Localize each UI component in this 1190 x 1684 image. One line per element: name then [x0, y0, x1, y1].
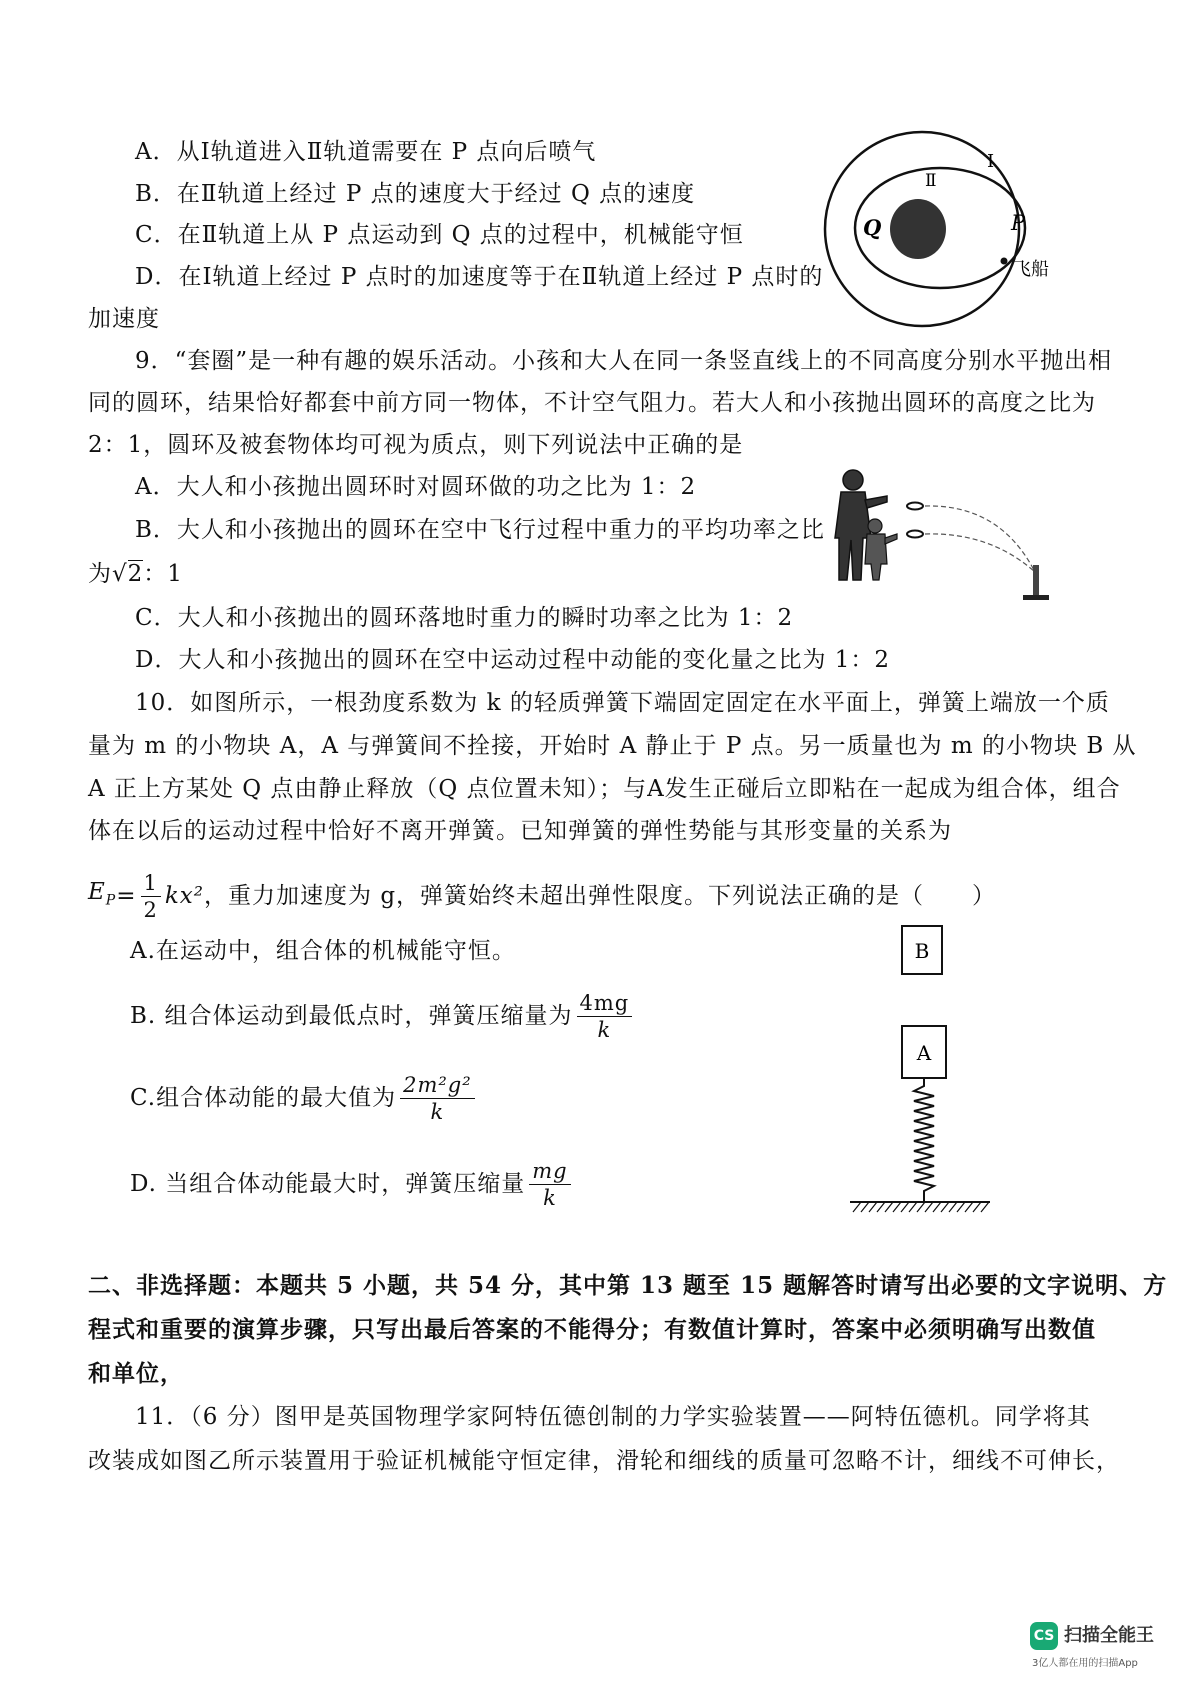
q9-option-b-prefix: 为	[88, 561, 112, 587]
ep-fraction: $\frac{1}{2}$	[141, 870, 161, 923]
q8-option-d-continued: 加速度	[88, 306, 160, 332]
point-p-label: P	[1011, 211, 1026, 235]
camscanner-logo: CS	[1030, 1622, 1058, 1650]
section2-line2: 程式和重要的演算步骤，只写出最后答案的不能得分；有数值计算时，答案中必须明确写出数值	[88, 1316, 1096, 1343]
q10-option-a: A.在运动中，组合体的机械能守恒。	[130, 938, 516, 964]
ep-equals: =	[116, 883, 137, 909]
q10-option-b-text: B. 组合体运动到最低点时，弹簧压缩量为	[130, 1003, 573, 1029]
upper-trajectory	[925, 506, 1035, 572]
orbit-label-ii: Ⅱ	[925, 171, 937, 191]
point-q-label: Q	[863, 215, 882, 240]
q8-option-d: D．在Ⅰ轨道上经过 P 点时的加速度等于在Ⅱ轨道上经过 P 点时的	[135, 264, 824, 290]
q11-line1: 11．（6 分）图甲是英国物理学家阿特伍德创制的力学实验装置——阿特伍德机。同学将其	[135, 1404, 1091, 1430]
spacecraft-label: 飞船	[1013, 259, 1049, 280]
sqrt-radicand: 2	[127, 561, 144, 587]
ep-rhs: kx²	[164, 883, 205, 909]
q8-option-a: A．从Ⅰ轨道进入Ⅱ轨道需要在 P 点向后喷气	[135, 139, 597, 165]
q10-stem-line3: A 正上方某处 Q 点由静止释放（Q 点位置未知）；与A发生正碰后立即粘在一起成为组合体，组合	[88, 776, 1121, 802]
lower-ring	[907, 531, 923, 538]
q9-option-b: B．大人和小孩抛出的圆环在空中飞行过程中重力的平均功率之比	[135, 517, 825, 543]
q10-option-d-fraction: $\frac{mg}{k}$	[529, 1158, 570, 1211]
q9-stem-line1: 9．“套圈”是一种有趣的娱乐活动。小孩和大人在同一条竖直线上的不同高度分别水平抛出相	[135, 348, 1113, 374]
q10-stem-line5	[88, 866, 996, 926]
target-post	[1033, 565, 1039, 595]
q10-option-b-fraction: $\frac{4mg}{k}$	[577, 990, 633, 1043]
upper-ring	[907, 503, 923, 510]
child-figure	[865, 519, 897, 580]
q8-option-c: C．在Ⅱ轨道上从 P 点运动到 Q 点的过程中，机械能守恒	[135, 222, 744, 248]
q10-option-c-text: C.组合体动能的最大值为	[130, 1085, 397, 1111]
block-b-label: B	[914, 939, 930, 963]
orbit-diagram	[815, 130, 1075, 330]
ep-symbol: $E_P$	[88, 878, 117, 909]
spring-block-diagram	[845, 920, 995, 1230]
spacecraft-dot	[1001, 258, 1008, 265]
sqrt-sign: √	[112, 561, 128, 587]
q9-option-c: C．大人和小孩抛出的圆环落地时重力的瞬时功率之比为 1：2	[135, 605, 794, 631]
q9-option-d: D．大人和小孩抛出的圆环在空中运动过程中动能的变化量之比为 1：2	[135, 647, 891, 673]
lower-trajectory	[925, 534, 1035, 572]
section2-line3: 和单位，	[88, 1360, 184, 1387]
q11-line2: 改装成如图乙所示装置用于验证机械能守恒定律，滑轮和细线的质量可忽略不计，细线不可伸长，	[88, 1448, 1120, 1474]
q10-stem-line1: 10．如图所示，一根劲度系数为 k 的轻质弹簧下端固定固定在水平面上，弹簧上端放一个质	[135, 690, 1110, 716]
target-base	[1023, 595, 1049, 600]
q9-stem-line2: 同的圆环，结果恰好都套中前方同一物体，不计空气阻力。若大人和小孩抛出圆环的高度之比为	[88, 390, 1096, 416]
ring-toss-illustration	[825, 460, 1065, 610]
section2-line1: 二、非选择题：本题共 5 小题，共 54 分，其中第 13 题至 15 题解答时请写出必要的文字说明、方	[88, 1272, 1168, 1299]
q8-option-b: B．在Ⅱ轨道上经过 P 点的速度大于经过 Q 点的速度	[135, 181, 696, 207]
q9-option-b-continued	[88, 559, 183, 589]
planet	[890, 199, 946, 259]
camscanner-name: 扫描全能王	[1064, 1625, 1154, 1646]
q9-option-b-suffix: ：1	[143, 561, 183, 587]
q9-option-a: A．大人和小孩抛出圆环时对圆环做的功之比为 1：2	[135, 474, 697, 500]
orbit-label-i: Ⅰ	[987, 151, 995, 172]
q10-stem-tail: ，重力加速度为 g，弹簧始终未超出弹性限度。下列说法正确的是（ ）	[204, 883, 997, 909]
q10-option-d-text: D. 当组合体动能最大时，弹簧压缩量	[130, 1171, 526, 1197]
block-a-label: A	[916, 1041, 932, 1065]
q10-option-b	[130, 984, 636, 1048]
q10-option-c	[130, 1066, 479, 1130]
q10-option-d	[130, 1152, 575, 1216]
q10-option-c-fraction: $\frac{\text{2m²g²}}{k}$	[400, 1072, 475, 1125]
camscanner-tagline: 3亿人都在用的扫描App	[1032, 1658, 1138, 1669]
spring	[914, 1078, 934, 1202]
ground-hatching	[853, 1202, 989, 1212]
q10-stem-line2: 量为 m 的小物块 A，A 与弹簧间不拴接，开始时 A 静止于 P 点。另一质量也为 m 的小物块 B 从	[88, 733, 1137, 759]
q9-stem-line3: 2：1，圆环及被套物体均可视为质点，则下列说法中正确的是	[88, 432, 744, 458]
q10-stem-line4: 体在以后的运动过程中恰好不离开弹簧。已知弹簧的弹性势能与其形变量的关系为	[88, 818, 952, 844]
